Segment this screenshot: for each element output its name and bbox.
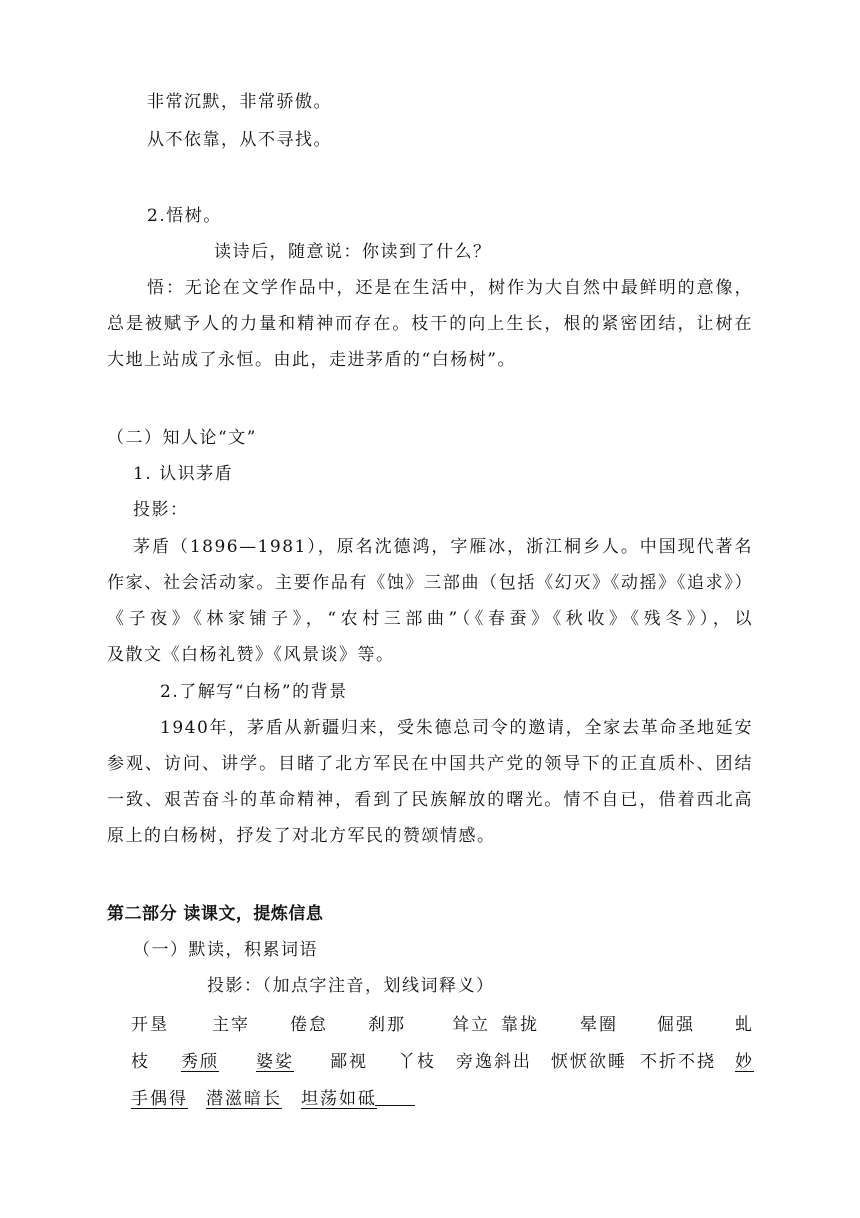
- part-two-heading: 第二部分 读课文，提炼信息: [107, 904, 324, 924]
- vocab-word-underlined: 手偶得: [131, 1089, 188, 1109]
- paragraph-line: 《子夜》《林家铺子》，“农村三部曲”（《春蚕》《秋收》《残冬》），以: [107, 609, 753, 629]
- vocab-word: 虬: [735, 1015, 754, 1035]
- vocab-word-underlined: 潜滋暗长: [206, 1089, 282, 1109]
- paragraph-line: 悟：无论在文学作品中，还是在生活中，树作为大自然中最鲜明的意像，: [147, 278, 753, 298]
- section-heading-wu-shu: 2.悟树。: [147, 206, 222, 226]
- vocab-word: 不折不挠: [640, 1052, 716, 1072]
- paragraph-line: 及散文《白杨礼赞》《风景谈》等。: [107, 645, 395, 665]
- vocab-word: 晕圈: [580, 1015, 618, 1035]
- prompt-text: 读诗后，随意说：你读到了什么？: [214, 242, 492, 262]
- vocab-word: 丫枝: [398, 1052, 436, 1072]
- fill-in-blank-line: [375, 1105, 415, 1106]
- paragraph-line: 1940年，茅盾从新疆归来，受朱德总司令的邀请，全家去革命圣地延安: [160, 718, 753, 738]
- subheading-ren-shi-mao-dun: 1. 认识茅盾: [133, 464, 234, 484]
- vocab-word: 主宰: [212, 1015, 250, 1035]
- vocab-word: 耸立: [452, 1015, 490, 1035]
- vocab-word-underlined: 婆娑: [256, 1052, 294, 1072]
- vocab-word-underlined: 妙: [735, 1052, 754, 1072]
- paragraph-line: 总是被赋予人的力量和精神而存在。枝干的向上生长，根的紧密团结，让树在: [107, 314, 753, 334]
- vocab-word: 靠拢: [501, 1015, 539, 1035]
- vocab-word: 鄙视: [330, 1052, 368, 1072]
- section-heading-zhi-ren-lun-wen: （二）知人论“文”: [107, 428, 257, 448]
- subheading-background: 2.了解写“白杨”的背景: [160, 682, 348, 702]
- paragraph-line: 茅盾（1896—1981），原名沈德鸿，字雁冰，浙江桐乡人。中国现代著名: [133, 537, 753, 557]
- vocab-word: 旁逸斜出: [456, 1052, 532, 1072]
- vocab-word: 开垦: [131, 1015, 169, 1035]
- vocab-word: 刹那: [368, 1015, 406, 1035]
- vocab-word: 倦怠: [290, 1015, 328, 1035]
- projection-label: 投影：: [133, 500, 189, 520]
- poem-line-2: 从不依靠，从不寻找。: [147, 130, 332, 150]
- vocab-word-underlined: 秀颀: [181, 1052, 219, 1072]
- paragraph-line: 作家、社会活动家。主要作品有《蚀》三部曲（包括《幻灭》《动摇》《追求》）: [107, 573, 753, 593]
- vocab-word: 恹恹欲睡: [551, 1052, 627, 1072]
- paragraph-line: 一致、艰苦奋斗的革命精神，看到了民族解放的曙光。情不自已，借着西北高: [107, 790, 753, 810]
- paragraph-line: 原上的白杨树，抒发了对北方军民的赞颂情感。: [107, 826, 496, 846]
- poem-line-1: 非常沉默，非常骄傲。: [147, 92, 332, 112]
- paragraph-line: 参观、访问、讲学。目睹了北方军民在中国共产党的领导下的正直质朴、团结: [107, 754, 753, 774]
- paragraph-line: 大地上站成了永恒。由此，走进茅盾的“白杨树”。: [107, 350, 516, 370]
- vocab-word: 枝: [131, 1052, 150, 1072]
- section-heading-mo-du: （一）默读，积累词语: [133, 940, 318, 960]
- projection-instruction: 投影：（加点字注音，划线词释义）: [207, 976, 495, 996]
- vocab-word-underlined: 坦荡如砥: [301, 1089, 377, 1109]
- vocab-word: 倔强: [657, 1015, 695, 1035]
